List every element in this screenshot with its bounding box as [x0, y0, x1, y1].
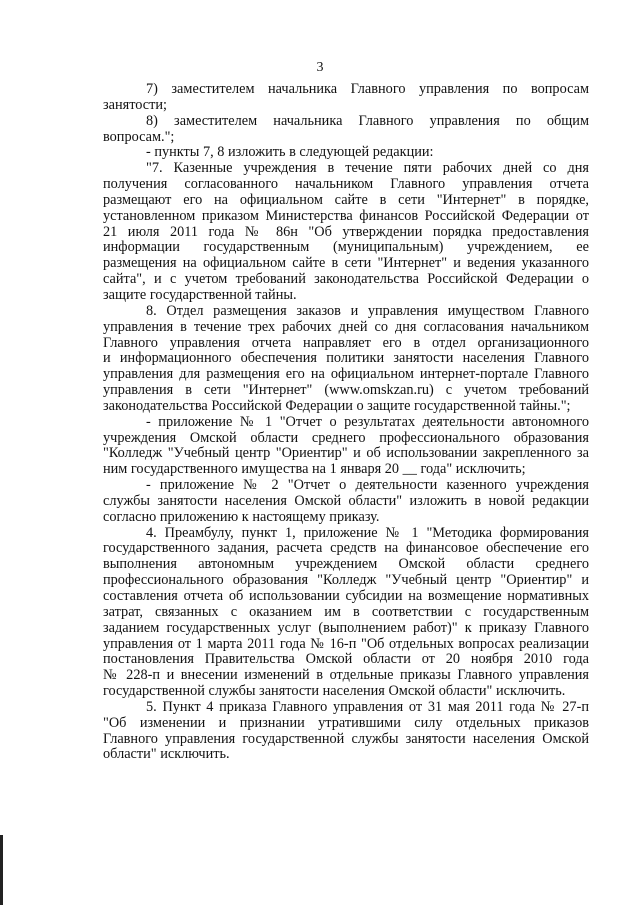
scan-edge-mark: [0, 835, 3, 905]
text-line: постановления Правительства Омской области от 20 ноября 2010 года: [103, 651, 589, 668]
text-line: выполнения автономным учреждением Омской области среднего: [103, 556, 589, 573]
text-line: затрат, связанных с оказанием им в соответствии с государственным: [103, 603, 589, 620]
text-line: ним государственного имущества на 1 января 20 __ года" исключить;: [103, 461, 526, 478]
text-line: государственного задания, расчета средств на финансовое обеспечение его: [103, 540, 589, 557]
text-line: 8) заместителем начальника Главного управления по общим: [146, 112, 589, 129]
text-line: установленном приказом Министерства финансов Российской Федерации от: [103, 207, 589, 224]
text-line: и информационного обеспечения политики занятости населения Главного: [103, 350, 589, 367]
text-line: 5. Пункт 4 приказа Главного управления от 31 мая 2011 года № 27-п: [146, 698, 589, 715]
text-line: сайта", и с учетом требований законодательства Российской Федерации о: [103, 271, 589, 288]
text-line: согласно приложению к настоящему приказу.: [103, 508, 380, 525]
text-line: службы занятости населения Омской области" изложить в новой редакции: [103, 492, 589, 509]
text-line: 4. Преамбулу, пункт 1, приложение № 1 "Методика формирования: [146, 524, 589, 541]
text-line: № 228-п и внесении изменений в отдельные приказы Главного управления: [103, 667, 589, 684]
text-line: "7. Казенные учреждения в течение пяти рабочих дней со дня: [146, 160, 589, 177]
text-line: Главного управления государственной службы занятости населения Омской: [103, 730, 589, 747]
text-line: информации государственным (муниципальным) учреждением, ее: [103, 239, 589, 256]
text-line: заданием государственных услуг (выполнением работ)" к приказу Главного: [103, 619, 589, 636]
text-line: защите государственной тайны.: [103, 286, 297, 303]
text-line: составления отчета об использовании субсидии на возмещение нормативных: [103, 588, 589, 604]
text-line: "Об изменении и признании утратившими силу отдельных приказов: [103, 714, 589, 731]
text-line: размещения на официальном сайте в сети "Интернет" и ведения указанного: [103, 255, 589, 272]
text-line: - пункты 7, 8 изложить в следующей редакции:: [146, 144, 434, 161]
text-line: 21 июля 2011 года № 86н "Об утверждении порядка предоставления: [103, 223, 589, 240]
text-line: государственной службы занятости населения Омской области" исключить.: [103, 683, 566, 700]
text-line: - приложение № 2 "Отчет о деятельности казенного учреждения: [146, 477, 589, 494]
text-line: управления от 1 марта 2011 года № 16-п "Об отдельных вопросах реализации: [103, 635, 589, 652]
text-line: получения согласованного начальником Главного управления отчета: [103, 176, 589, 193]
text-line: размещают его на официальном сайте в сети "Интернет" в порядке,: [103, 191, 589, 208]
text-line: управления для размещения его на официальном интернет-портале Главного: [103, 366, 589, 383]
text-line: "Колледж "Учебный центр "Ориентир" и об использовании закрепленного за: [103, 445, 589, 462]
text-line: управления в сети "Интернет" (www.omskzan.ru) с учетом требований: [103, 382, 589, 399]
text-line: занятости;: [103, 96, 168, 113]
text-line: 8. Отдел размещения заказов и управления имуществом Главного: [146, 302, 589, 319]
text-line: области" исключить.: [103, 746, 230, 763]
text-line: вопросам.";: [103, 128, 175, 145]
text-line: законодательства Российской Федерации о защите государственной тайны.";: [103, 397, 571, 414]
text-line: управления в течение трех рабочих дней со дня согласования начальником: [103, 318, 589, 335]
document-body: [103, 82, 589, 763]
text-line: - приложение № 1 "Отчет о результатах деятельности автономного: [146, 413, 589, 430]
text-line: учреждения Омской области среднего профессионального образования: [103, 429, 589, 446]
text-line: 7) заместителем начальника Главного управления по вопросам: [146, 81, 589, 97]
page-number: 3: [316, 60, 324, 75]
text-line: профессионального образования "Колледж "Учебный центр "Ориентир" и: [103, 572, 589, 589]
text-line: Главного управления отчета направляет его в отдел организационного: [103, 334, 589, 351]
